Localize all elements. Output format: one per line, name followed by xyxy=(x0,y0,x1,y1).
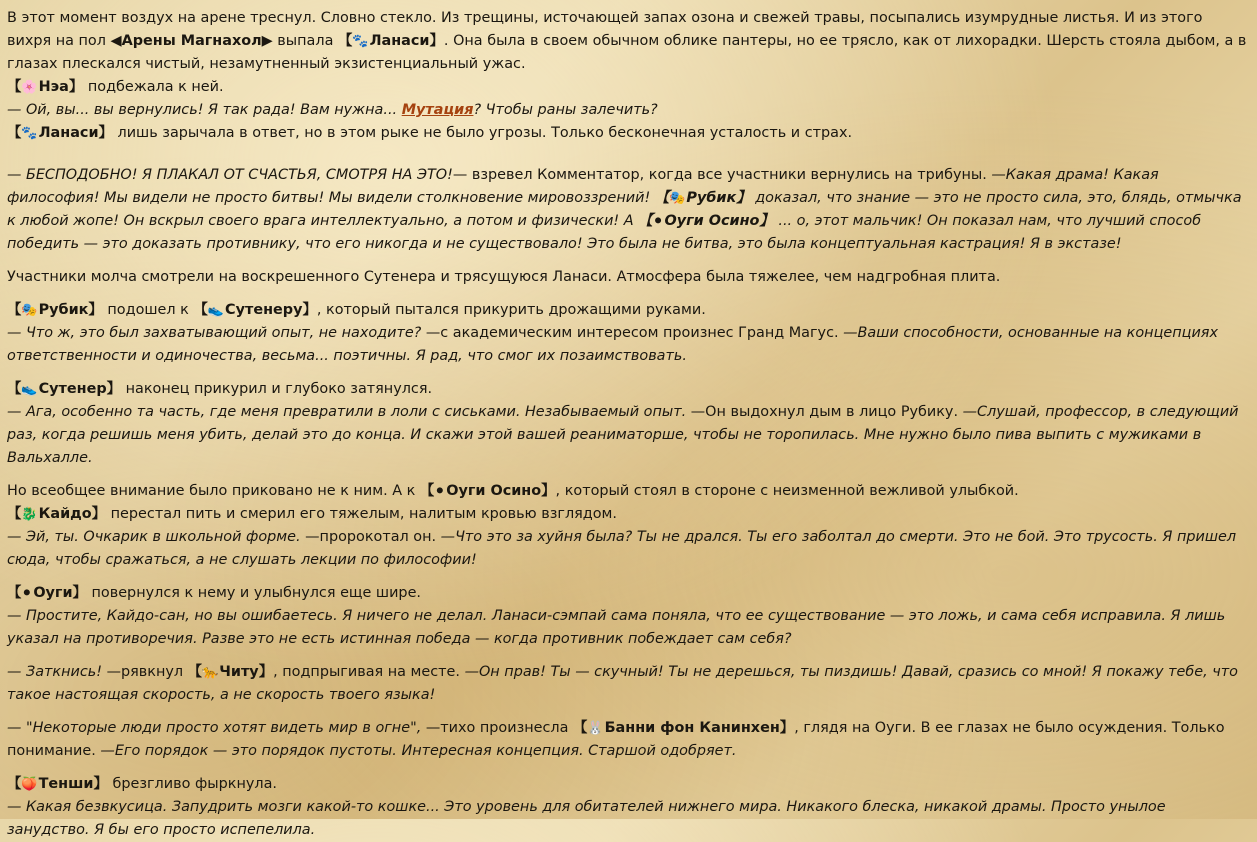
mask-icon: 🎭 xyxy=(669,191,686,206)
paragraph-tenshi: 【🍑Тенши】 брезгливо фыркнула. xyxy=(7,773,1251,796)
paragraph-ougi: 【⚫Оуги】 повернулся к нему и улыбнулся еще шире. xyxy=(7,582,1251,605)
paragraph-nea: 【🌸Нэа】 подбежала к ней. xyxy=(7,76,1251,99)
paragraph-chitu: — Заткнись! —рявкнул 【🐆Читу】, подпрыгивая на месте. —Он прав! Ты — скучный! Ты не дерешься, ты пиздишь! Давай, сразись со мной! Я покажу тебе, что такое настоящая скорость, а не скорость твоего языка! xyxy=(7,661,1251,707)
dialogue-tenshi: — Какая безвкусица. Запудрить мозги какой-то кошке... Это уровень для обитателей нижнего мира. Никакого блеска, никакой драмы. Просто унылое занудство. Я бы его просто испепелила. xyxy=(7,799,1166,838)
paragraph-atmosphere: Участники молча смотрели на воскрешенного Сутенера и трясущуюся Ланаси. Атмосфера была тяжелее, чем надгробная плита. xyxy=(7,269,1001,285)
arena-name: ◀Арены Магнахол▶ xyxy=(110,33,273,49)
peach-icon: 🍑 xyxy=(21,777,38,792)
paw-icon: 🐾 xyxy=(352,34,369,49)
dragon-icon: 🐉 xyxy=(21,507,38,522)
rabbit-icon: 🐰 xyxy=(587,721,604,736)
dark-circle-icon: ⚫ xyxy=(434,484,446,499)
cheetah-icon: 🐆 xyxy=(202,665,219,680)
character-tag-tenshi[interactable]: 【🍑Тенши】 xyxy=(7,776,108,792)
character-tag-ougi[interactable]: 【⚫Оуги Осино】 xyxy=(638,213,774,229)
character-tag-lanasi[interactable]: 【🐾Ланаси】 xyxy=(7,125,113,141)
dialogue-sutener: — Ага, особенно та часть, где меня превратили в лоли с сиськами. Незабываемый опыт. —Он выдохнул дым в лицо Рубику. —Слушай, профессор, в следующий раз, когда решишь меня убить, делай это до конца. И скажи этой вашей реаниматорше, чтобы не торопилась. Мне нужно было пива выпить с мужиками в Вальхалле. xyxy=(7,404,1239,466)
character-tag-sutener[interactable]: 【👟Сутенер】 xyxy=(7,381,121,397)
character-tag-nea[interactable]: 【🌸Нэа】 xyxy=(7,79,83,95)
story-text xyxy=(7,7,1251,842)
paragraph-arrival: В этот момент воздух на арене треснул. Словно стекло. Из трещины, источающей запах озона и свежей травы, посыпались изумрудные листья. И из этого вихря на пол ◀Арены Магнахол▶ выпала 【🐾Ланаси】. Она была в своем обычном облике пантеры, но ее трясло, как от лихорадки. Шерсть стояла дыбом, а в глазах плескался чистый, незамутненный экзистенциальный ужас. xyxy=(7,10,1247,72)
paw-icon: 🐾 xyxy=(21,126,38,141)
dialogue-ougi: — Простите, Кайдо-сан, но вы ошибаетесь. Я ничего не делал. Ланаси-сэмпай сама поняла, что ее существование — это ложь, и сама себя исправила. Я лишь указал на противоречия. Разве это не есть истинная победа — когда противник побеждает сам себя? xyxy=(7,608,1226,647)
mask-icon: 🎭 xyxy=(21,303,38,318)
character-tag-rubik[interactable]: 【🎭Рубик】 xyxy=(655,190,751,206)
mutation-link[interactable]: Мутация xyxy=(401,102,474,118)
character-tag-lanasi[interactable]: 【🐾Ланаси】 xyxy=(338,33,444,49)
character-tag-bunny[interactable]: 【🐰Банни фон Канинхен】 xyxy=(573,720,794,736)
paragraph-bunny: — "Некоторые люди просто хотят видеть мир в огне", —тихо произнесла 【🐰Банни фон Канинхен】, глядя на Оуги. В ее глазах не было осуждения. Только понимание. —Его порядок — это порядок пустоты. Интересная концепция. Старшой одобряет. xyxy=(7,717,1251,763)
dark-circle-icon: ⚫ xyxy=(21,586,33,601)
shoe-icon: 👟 xyxy=(207,303,225,318)
character-tag-ougi[interactable]: 【⚫Оуги Осино】 xyxy=(420,483,556,499)
character-tag-rubik[interactable]: 【🎭Рубик】 xyxy=(7,302,103,318)
dark-circle-icon: ⚫ xyxy=(652,214,664,229)
shoe-icon: 👟 xyxy=(21,382,38,397)
dialogue-kaido: — Эй, ты. Очкарик в школьной форме. —пророкотал он. —Что это за хуйня была? Ты не дрался. Ты его заболтал до смерти. Это не бой. Это трусость. Я пришел сюда, чтобы сражаться, а не слушать лекции по философии! xyxy=(7,529,1237,568)
dialogue-magus: — Что ж, это был захватывающий опыт, не находите? —с академическим интересом произнес Гранд Магус. —Ваши способности, основанные на концепциях ответственности и одиночества, весьма... поэтичны. Я рад, что смог их позаимствовать. xyxy=(7,325,1218,364)
paragraph-commentator: — БЕСПОДОБНО! Я ПЛАКАЛ ОТ СЧАСТЬЯ, СМОТРЯ НА ЭТО!— взревел Комментатор, когда все участники вернулись на трибуны. —Какая драма! Какая философия! Мы видели не просто битвы! Мы видели столкновение мировоззрений! 【🎭Рубик】 доказал, что знание — это не просто сила, это, блядь, отмычка к любой жопе! Он вскрыл своего врага интеллектуально, а потом и физически! А 【⚫Оуги Осино】 ... о, этот мальчик! Он показал нам, что лучший способ победить — это доказать противнику, что его никогда и не существовало! Это была не битва, это была концептуальная кастрация! Я в экстазе! xyxy=(7,167,1242,252)
character-tag-sutener[interactable]: 【👟Сутенеру】 xyxy=(193,302,316,318)
dialogue-nea: — Ой, вы... вы вернулись! Я так рада! Вам нужна... Мутация? Чтобы раны залечить? xyxy=(7,102,658,118)
paragraph-kaido: 【🐉Кайдо】 перестал пить и смерил его тяжелым, налитым кровью взглядом. xyxy=(7,503,1251,526)
character-tag-chitu[interactable]: 【🐆Читу】 xyxy=(188,664,273,680)
character-tag-ougi[interactable]: 【⚫Оуги】 xyxy=(7,585,87,601)
paragraph-attention: Но всеобщее внимание было приковано не к ним. А к 【⚫Оуги Осино】, который стоял в стороне с неизменной вежливой улыбкой. xyxy=(7,480,1251,503)
paragraph-lanasi: 【🐾Ланаси】 лишь зарычала в ответ, но в этом рыке не было угрозы. Только бесконечная усталость и страх. xyxy=(7,122,1251,145)
paragraph-sutener: 【👟Сутенер】 наконец прикурил и глубоко затянулся. xyxy=(7,378,1251,401)
flower-icon: 🌸 xyxy=(21,80,38,95)
character-tag-kaido[interactable]: 【🐉Кайдо】 xyxy=(7,506,106,522)
paragraph-rubik: 【🎭Рубик】 подошел к 【👟Сутенеру】, который пытался прикурить дрожащими руками. xyxy=(7,299,1251,322)
